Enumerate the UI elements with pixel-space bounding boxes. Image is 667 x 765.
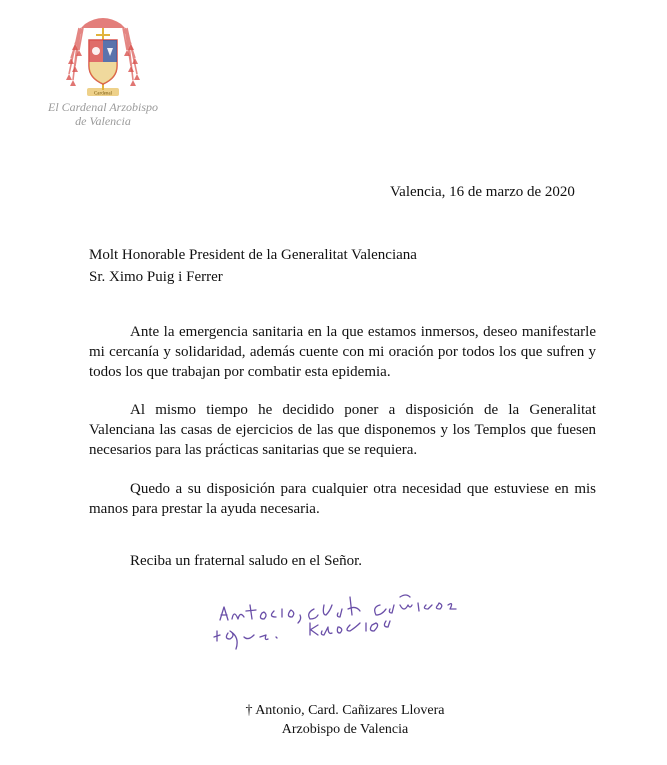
signatory-name: † Antonio, Card. Cañizares Llovera (245, 703, 445, 718)
svg-text:Cardenal: Cardenal (93, 91, 113, 97)
body-paragraph-1: Ante la emergencia sanitaria en la que estamos inmersos, deseo manifestarle mi cercanía y solidaridad, además cuente con mi oración por todos los que sufren y todos los que trabajan por combatir esta epidemia. (89, 324, 596, 380)
closing-greeting: Reciba un fraternal saludo en el Señor. (130, 553, 363, 569)
addressee-block (89, 244, 417, 288)
letter-date: Valencia, 16 de marzo de 2020 (390, 184, 575, 200)
letterhead (28, 10, 178, 128)
coat-of-arms-icon (63, 10, 143, 100)
letterhead-subtitle: de Valencia (75, 114, 131, 128)
letterhead-title: El Cardenal Arzobispo (47, 100, 158, 114)
body-paragraph-2: Al mismo tiempo he decidido poner a disposición de la Generalitat Valenciana las casas de ejercicios de las que disponemos y los Templos que fuesen necesarios para las prácticas sanitarias que se requiera. (89, 402, 596, 458)
signatory-title: Arzobispo de Valencia (281, 722, 409, 737)
handwritten-signature (210, 575, 590, 655)
addressee-title: Molt Honorable President de la Generalitat Valenciana (89, 247, 417, 263)
signoff-block (200, 701, 490, 739)
addressee-name: Sr. Ximo Puig i Ferrer (89, 269, 223, 285)
body-paragraph-3: Quedo a su disposición para cualquier otra necesidad que estuviese en mis manos para prestar la ayuda necesaria. (89, 481, 596, 517)
